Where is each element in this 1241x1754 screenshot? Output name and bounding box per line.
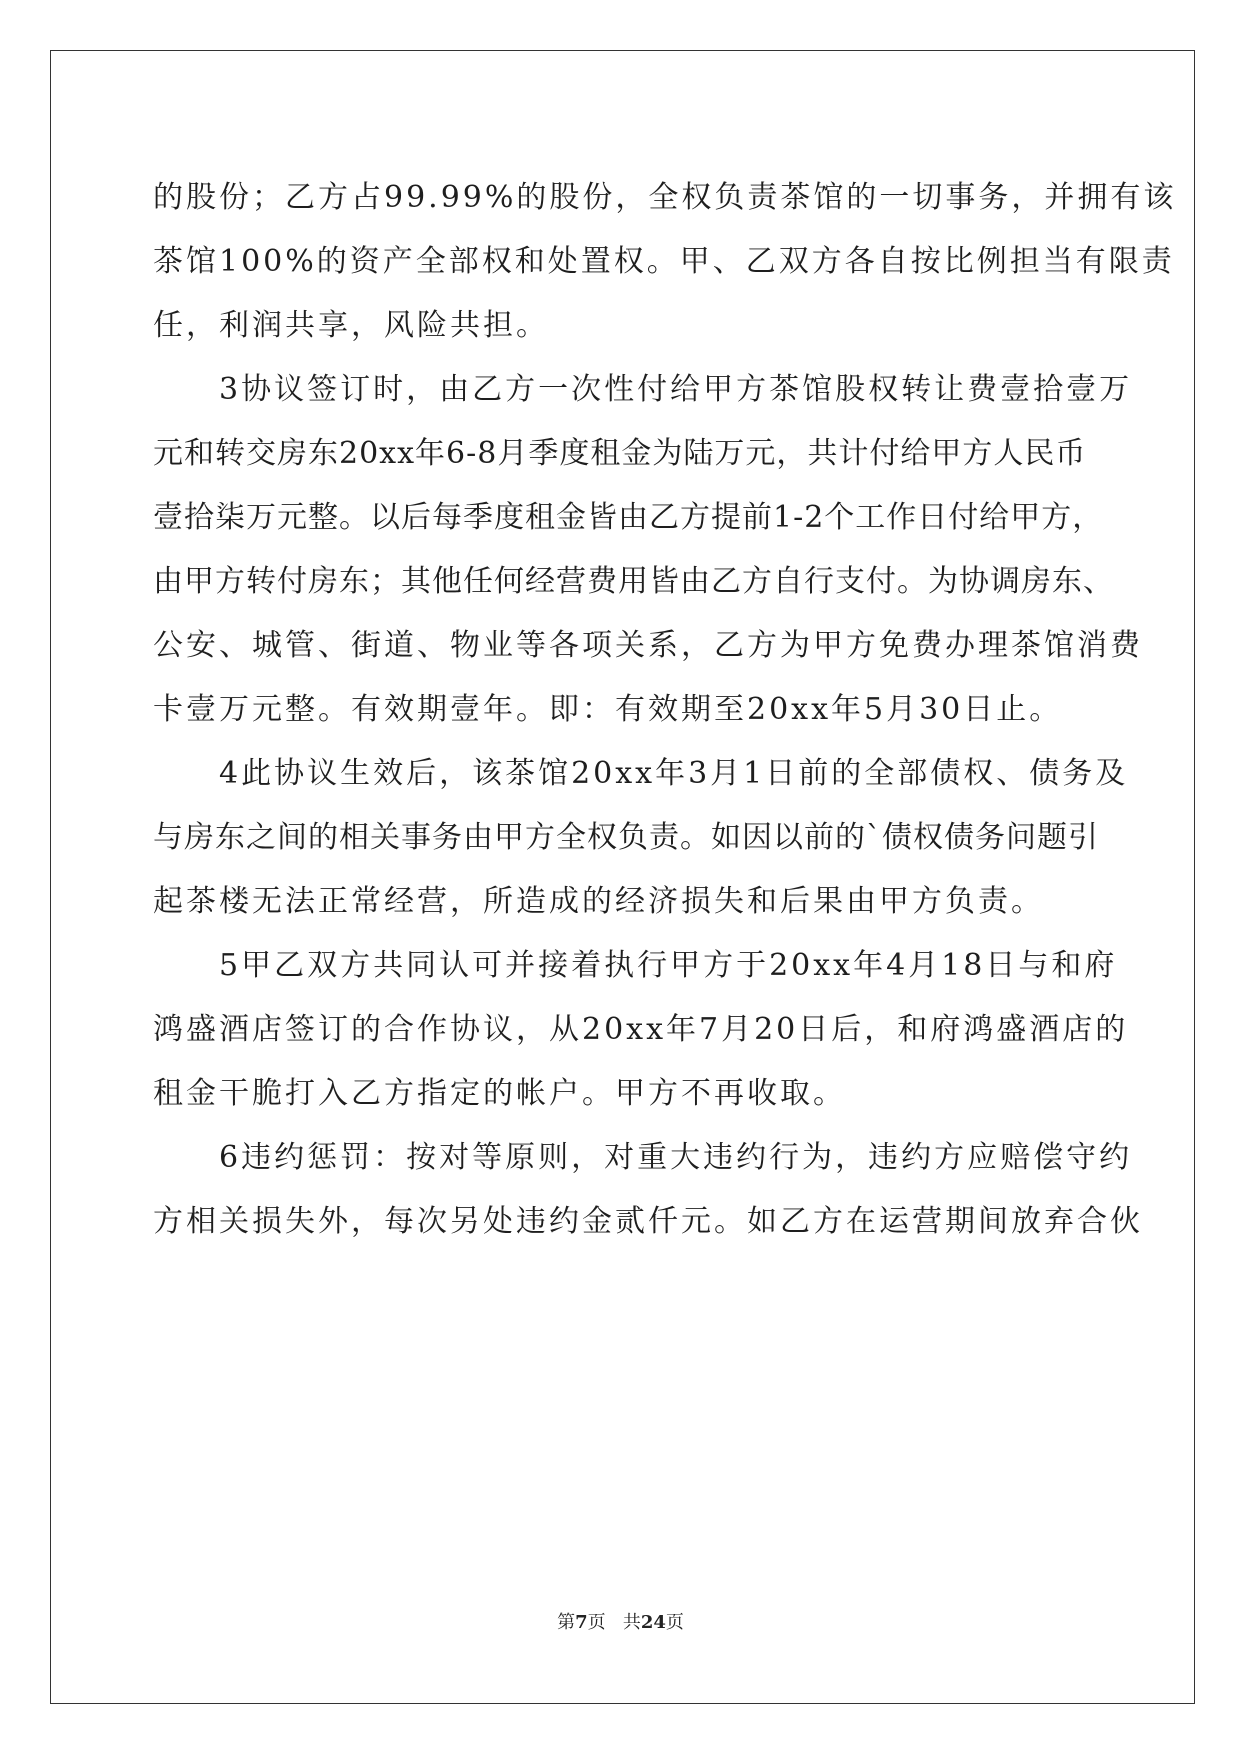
text-line: 的股份；乙方占99.99%的股份，全权负责茶馆的一切事务，并拥有该: [153, 180, 1177, 215]
page-suffix: 页: [587, 1612, 606, 1633]
text-line: 由甲方转付房东；其他任何经营费用皆由乙方自行支付。为协调房东、: [153, 564, 1114, 599]
text-line: 公安、城管、街道、物业等各项关系，乙方为甲方免费办理茶馆消费: [153, 628, 1143, 663]
total-suffix: 页: [665, 1612, 684, 1633]
text-line: 元和转交房东20xx年6-8月季度租金为陆万元，共计付给甲方人民币: [153, 436, 1087, 471]
text-line: 任，利润共享，风险共担。: [153, 308, 549, 343]
text-line: 方相关损失外，每次另处违约金贰仟元。如乙方在运营期间放弃合伙: [153, 1204, 1143, 1239]
text-line: 与房东之间的相关事务由甲方全权负责。如因以前的`债权债务问题引: [153, 820, 1099, 855]
text-line: 4此协议生效后，该茶馆20xx年3月1日前的全部债权、债务及: [153, 756, 1129, 791]
text-line: 5甲乙双方共同认可并接着执行甲方于20xx年4月18日与和府: [153, 948, 1118, 983]
text-line: 鸿盛酒店签订的合作协议，从20xx年7月20日后，和府鸿盛酒店的: [153, 1012, 1129, 1047]
page-prefix: 第: [557, 1612, 576, 1633]
text-line: 3协议签订时，由乙方一次性付给甲方茶馆股权转让费壹拾壹万: [153, 372, 1133, 407]
total-prefix: 共: [622, 1612, 641, 1633]
text-line: 起茶楼无法正常经营，所造成的经济损失和后果由甲方负责。: [153, 884, 1044, 919]
page-number: 7: [575, 1612, 588, 1633]
text-line: 租金干脆打入乙方指定的帐户。甲方不再收取。: [153, 1076, 846, 1111]
document-body: [153, 166, 1177, 1254]
text-line: 壹拾柒万元整。以后每季度租金皆由乙方提前1-2个工作日付给甲方，: [153, 500, 1104, 535]
text-line: 6违约惩罚：按对等原则，对重大违约行为，违约方应赔偿守约: [153, 1140, 1133, 1175]
total-pages: 24: [640, 1612, 666, 1633]
text-line: 茶馆100%的资产全部权和处置权。甲、乙双方各自按比例担当有限责: [153, 244, 1175, 279]
page-footer: [0, 1608, 1241, 1634]
text-line: 卡壹万元整。有效期壹年。即：有效期至20xx年5月30日止。: [153, 692, 1063, 727]
